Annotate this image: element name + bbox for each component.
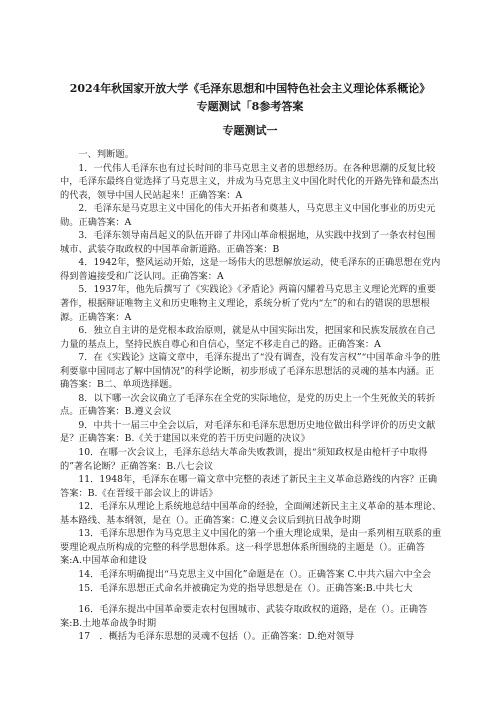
question-item: 12．毛泽东从理论上系统地总结中国革命的经验，全面阐述新民主主义革命的基本理论、基本路线、基本纲领，是在（）。正确答案：C.遵义会议后到抗日战争时期 (60, 501, 442, 526)
title-line-1: 2024年秋国家开放大学《毛泽东思想和中国特色社会主义理论体系概论》 (69, 82, 431, 95)
document-body (60, 148, 442, 644)
question-item: 16．毛泽东提出中国革命要走农村包围城市、武装夺取政权的道路，是在（）。正确答案:B.土地革命战争时期 (60, 604, 428, 629)
document-title (0, 80, 500, 116)
question-item: 4．1942年，整风运动开始，这是一场伟大的思想解放运动，使毛泽东的正确思想在党内得到普遍接受和广泛认同。正确答案：A (60, 257, 441, 282)
title-line-2: 专题测试「8参考答案 (196, 100, 304, 113)
question-item: 8．以下哪一次会议确立了毛泽东在全党的实际地位，是党的历史上一个生死攸关的转折点。正确答案：B.遵义会议 (60, 392, 436, 418)
question-item: 10．在哪一次会议上，毛泽东总结大革命失败教训，提出“须知政权是由枪杆子中取得的”著名论断？正确答案：B.八七会议 (60, 447, 428, 472)
question-item: 9．中共十一届三中全会以后，对毛泽东和毛泽东思想历史地位做出科学评价的历史文献是？正确答案：B.《关于建国以来党的若干历史问题的决议》 (60, 419, 436, 445)
question-item: 5．1937年，他先后撰写了《实践论》《矛盾论》两篇闪耀着马克思主义理论光辉的重要著作，根据辩证唯物主义和历史唯物主义理论，系统分析了党内“左”的和右的错误的思想根源。正确答案：A (60, 284, 436, 323)
question-item: 14．毛泽东明确提出“马克思主义中国化”命题是在（）。正确答案 C.中共六届六中全会 (78, 568, 432, 580)
question-item: 13．毛泽东思想作为马克思主义中国化的第一个重大理论成果，是由一系列相互联系的重要理论观点所构成的完整的科学思想体系。这一科学思想体系所围绕的主题是（）。正确答案:A.中国革命和建设 (60, 528, 442, 567)
question-item: 6．独立自主讲的是党根本政治原则，就是从中国实际出发，把国家和民族发展放在自己力量的基点上，坚持民族自尊心和自信心，坚定不移走自己的路。正确答案：A (60, 325, 436, 350)
paragraph-gap (60, 595, 442, 603)
question-item: 1．一代伟人毛泽东也有过长时间的非马克思主义者的思想经历。在各种思潮的反复比较中，毛泽东最终自觉选择了马克思主义，并成为马克思主义中国化时代化的开路先锋和最杰出的代表，领导中国人民站起来！正确答案：A (60, 162, 439, 201)
question-item: 2．毛泽东是马克思主义中国化的伟大开拓者和奠基人，马克思主义中国化事业的历史元勋。正确答案：A (60, 203, 436, 228)
question-item: 11．1948年，毛泽东在哪一篇文章中完整的表述了新民主主义革命总路线的内容？正确答案：B.《在晋绥干部会议上的讲话》 (60, 474, 438, 499)
question-item: 17 ．概括为毛泽东思想的灵魂不包括（）。正确答案：D.绝对领导 (78, 631, 355, 643)
category-heading: 一、判断题。 (78, 149, 134, 160)
section-title: 专题测试一 (222, 124, 278, 137)
question-item: 15．毛泽东思想正式命名并被确定为党的指导思想是在（）。正确答案:B.中共七大 (78, 582, 413, 594)
question-item: 7．在《实践论》这篇文章中，毛泽东提出了“没有调查，没有发言权”“中国革命斗争的胜利要靠中国同志了解中国情况”的科学论断，初步形成了毛泽东思想活的灵魂的基本内涵。正确答案：B二、单项选择题。 (60, 352, 441, 391)
question-item: 3．毛泽东领导南昌起义的队伍开辟了井冈山革命根据地，从实践中找到了一条农村包围城市、武装夺取政权的中国革命新道路。正确答案：B (60, 230, 436, 255)
